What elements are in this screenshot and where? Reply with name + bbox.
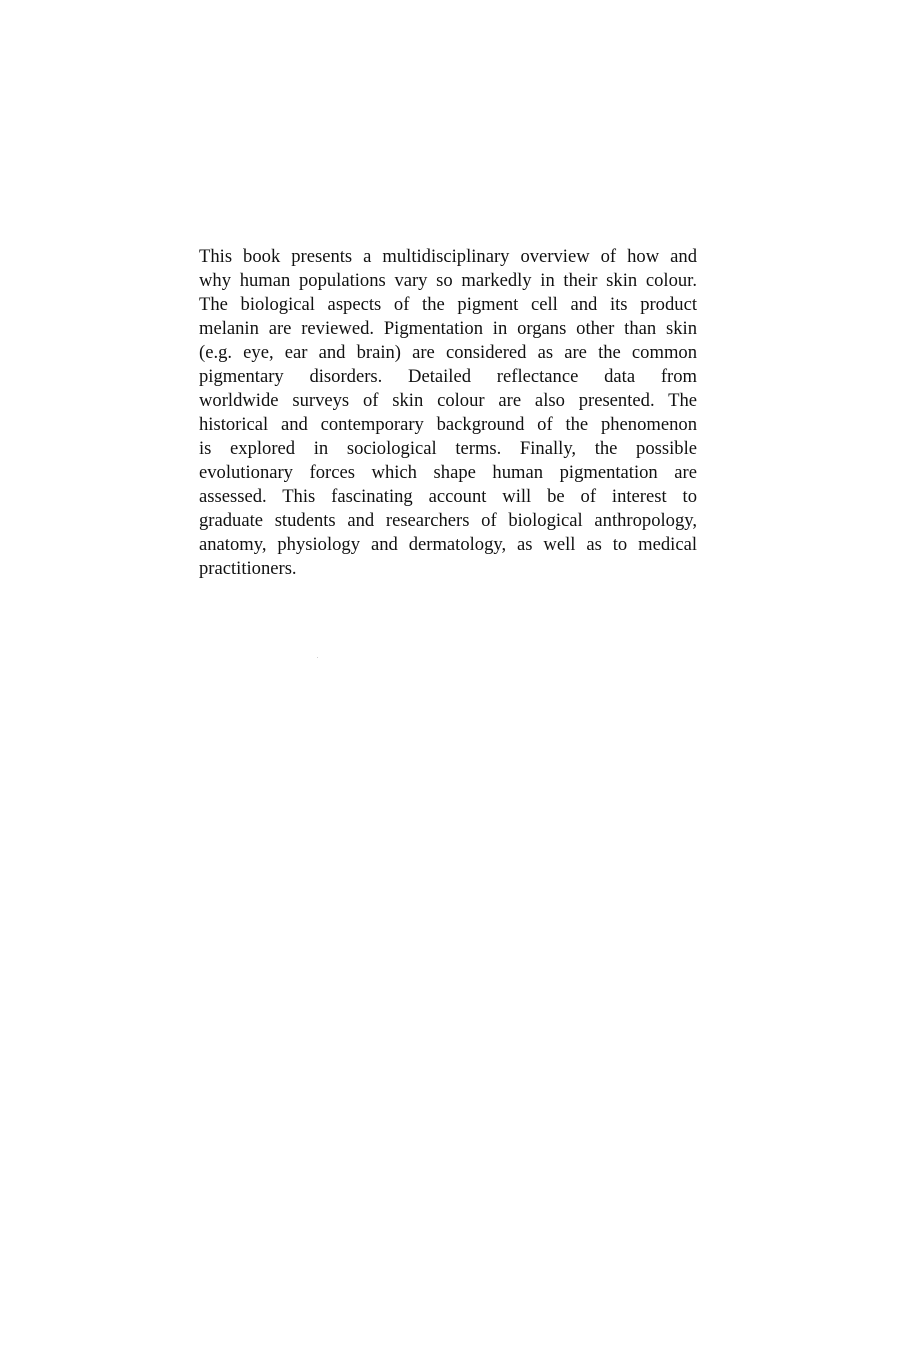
description-line: is explored in sociological terms. Finally, the possible — [199, 438, 697, 459]
description-line: why human populations vary so markedly in their skin colour. — [199, 270, 697, 291]
description-line: pigmentary disorders. Detailed reflectance data from — [199, 366, 697, 387]
description-line: (e.g. eye, ear and brain) are considered as are the common — [199, 342, 697, 363]
description-line: The biological aspects of the pigment cell and its product — [199, 294, 697, 315]
scan-speck — [317, 657, 318, 658]
description-line: anatomy, physiology and dermatology, as well as to medical — [199, 534, 697, 555]
description-line: worldwide surveys of skin colour are also presented. The — [199, 390, 697, 411]
description-line: melanin are reviewed. Pigmentation in organs other than skin — [199, 318, 697, 339]
description-line: assessed. This fascinating account will be of interest to — [199, 486, 697, 507]
book-description — [199, 245, 697, 581]
description-line: evolutionary forces which shape human pigmentation are — [199, 462, 697, 483]
description-line: practitioners. — [199, 558, 297, 579]
description-line: historical and contemporary background of the phenomenon — [199, 414, 697, 435]
description-line: This book presents a multidisciplinary overview of how and — [199, 246, 697, 267]
description-line: graduate students and researchers of biological anthropology, — [199, 510, 697, 531]
